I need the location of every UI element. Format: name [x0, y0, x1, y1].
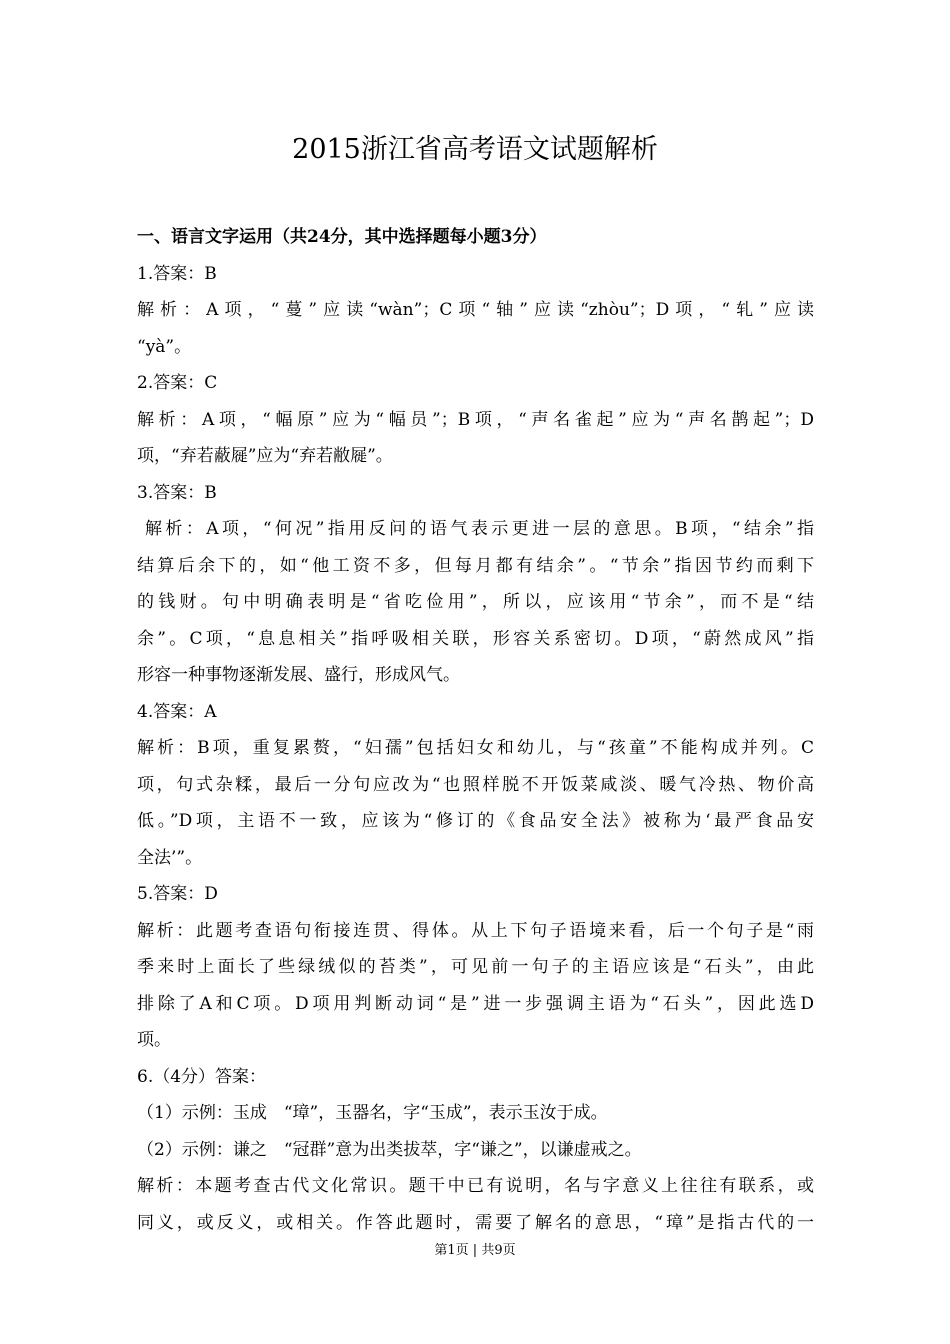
analysis-line: 全法’”。 — [137, 847, 203, 868]
analysis-line: 项，句式杂糅，最后一分句应改为“也照样脱不开饭菜咸淡、暖气冷热、物价高 — [137, 774, 814, 795]
answer-line: 3.答案：B — [137, 482, 217, 503]
example-line: （2）示例：谦之 “冠群”意为出类拔萃，字“谦之”，以谦虚戒之。 — [137, 1139, 642, 1160]
document-body — [137, 222, 814, 1244]
analysis-line: 结算后余下的，如“他工资不多，但每月都有结余”。“节余”指因节约而剩下 — [137, 555, 814, 576]
analysis-line: 排除了A和C项。D项用判断动词“是”进一步强调主语为“石头”，因此选D — [137, 993, 814, 1014]
answer-line: 5.答案：D — [137, 884, 218, 904]
analysis-line: “yà”。 — [137, 336, 192, 357]
analysis-line: 的钱财。句中明确表明是“省吃俭用”，所以，应该用“节余”，而不是“结 — [137, 592, 814, 612]
answer-line: 2.答案：C — [137, 373, 218, 393]
document-title: 2015浙江省高考语文试题解析 — [292, 134, 658, 165]
section-heading: 一、语言文字运用（共24分，其中选择题每小题3分） — [137, 227, 547, 247]
analysis-line: 解析：A项，“幅原”应为“幅员”；B项，“声名雀起”应为“声名鹊起”；D — [137, 409, 814, 430]
analysis-line: 余”。C项，“息息相关”指呼吸相关联，形容关系密切。D项，“蔚然成风”指 — [137, 628, 814, 649]
answer-line: 1.答案：B — [137, 263, 217, 284]
analysis-line: 项，“弃若蔽屣”应为“弃若敝屣”。 — [137, 446, 393, 466]
page-footer: 第1页 | 共9页 — [434, 1243, 516, 1258]
analysis-line: 解析：此题考查语句衔接连贯、得体。从上下句子语境来看，后一个句子是“雨 — [137, 920, 814, 941]
analysis-line: 季来时上面长了些绿绒似的苔类”，可见前一句子的主语应该是“石头”，由此 — [137, 957, 814, 977]
analysis-line: 同义，或反义，或相关。作答此题时，需要了解名的意思，“璋”是指古代的一 — [137, 1212, 814, 1233]
example-line: （1）示例：玉成 “璋”，玉器名，字“玉成”，表示玉汝于成。 — [137, 1103, 608, 1123]
analysis-line: 解析：A项，“蔓”应读“wàn”；C项“轴”应读“zhòu”；D项，“轧”应读 — [137, 300, 814, 320]
analysis-line: 项。 — [137, 1030, 171, 1050]
analysis-line: 解析：A项，“何况”指用反问的语气表示更进一层的意思。B项，“结余”指 — [145, 519, 814, 539]
analysis-line: 形容一种事物逐渐发展、盛行，形成风气。 — [137, 665, 460, 685]
analysis-line: 解析：本题考查古代文化常识。题干中已有说明，名与字意义上往往有联系，或 — [137, 1176, 814, 1196]
analysis-line: 解析：B项，重复累赘，“妇孺”包括妇女和幼儿，与“孩童”不能构成并列。C — [137, 738, 814, 758]
answer-line: 4.答案：A — [137, 701, 217, 722]
answer-line: 6.（4分）答案： — [137, 1066, 267, 1087]
analysis-line: 低。”D项，主语不一致，应该为“修订的《食品安全法》被称为‘最严食品安 — [137, 811, 814, 831]
